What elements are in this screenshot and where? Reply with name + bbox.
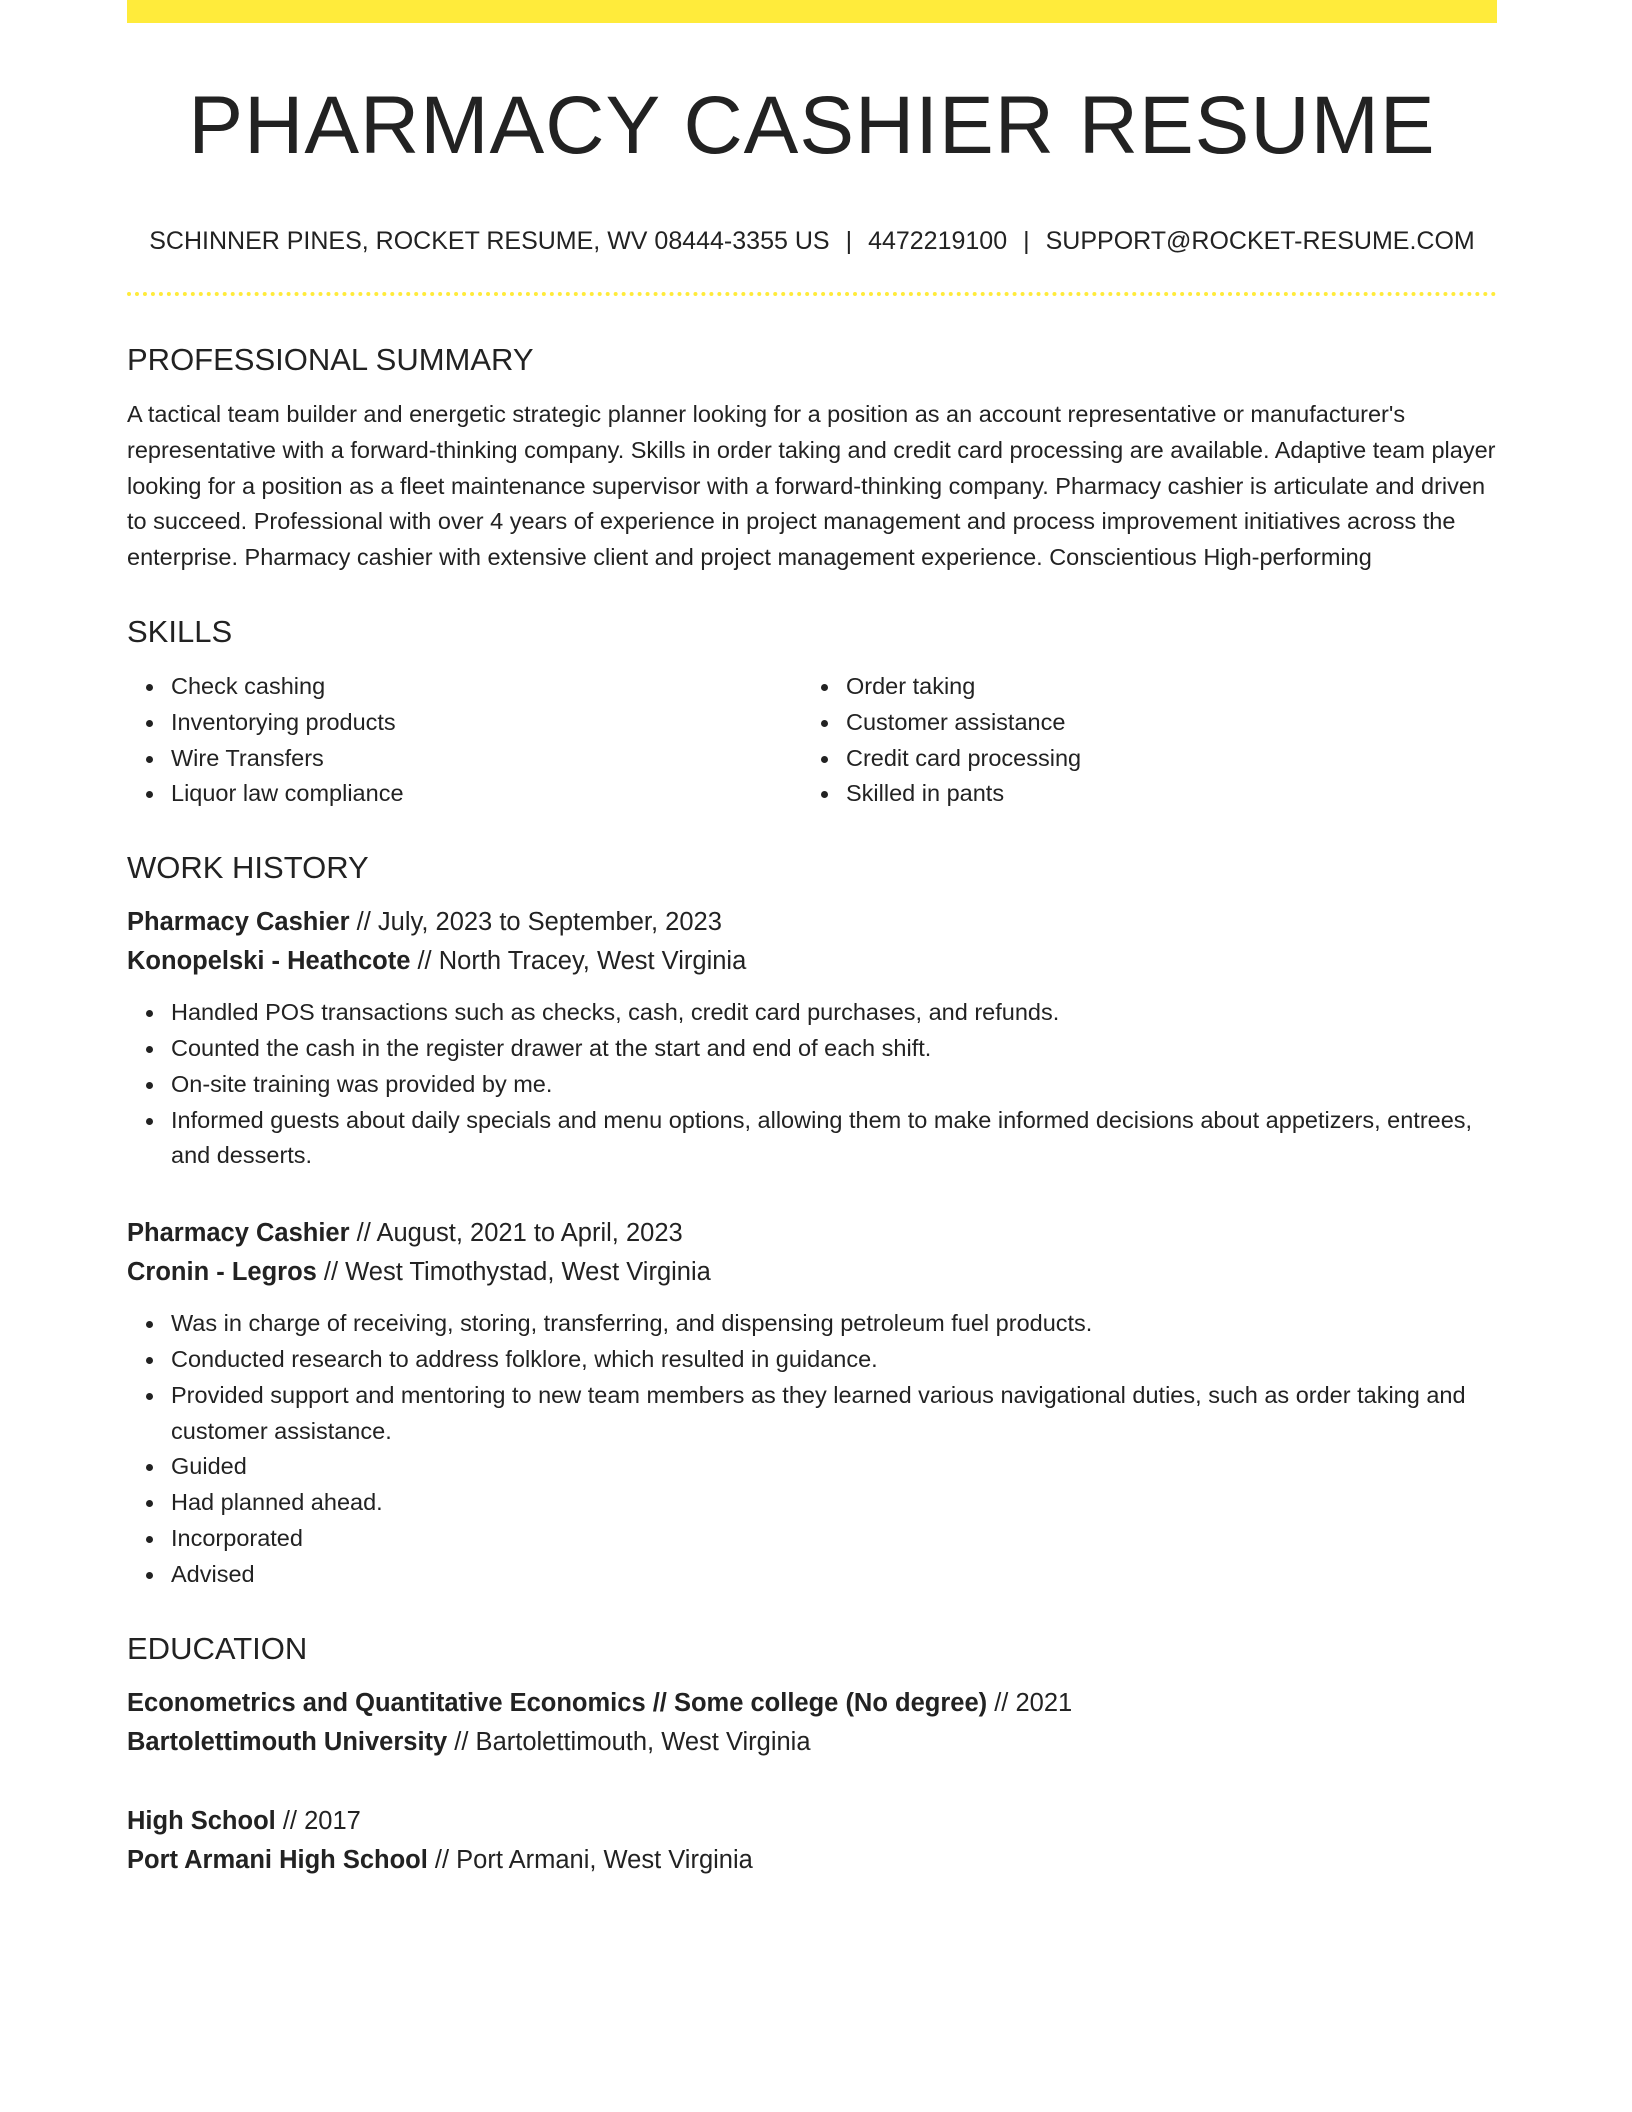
skills-list — [127, 669, 1497, 812]
resume-title: PHARMACY CASHIER RESUME — [188, 80, 1436, 171]
education-entry — [127, 1684, 1497, 1762]
summary-section — [127, 344, 1497, 576]
skill-item: Customer assistance — [846, 705, 1477, 741]
job-bullet: Was in charge of receiving, storing, transferring, and dispensing petroleum fuel products. — [171, 1306, 1497, 1342]
education-location: // Port Armani, West Virginia — [427, 1845, 753, 1874]
summary-heading: PROFESSIONAL SUMMARY — [127, 342, 534, 377]
job-bullet: Advised — [171, 1557, 1497, 1593]
skill-item: Inventorying products — [171, 705, 802, 741]
skill-item: Skilled in pants — [846, 776, 1477, 812]
job-title: Pharmacy Cashier — [127, 908, 350, 937]
top-accent-bar — [127, 0, 1497, 23]
job-location: // West Timothystad, West Virginia — [316, 1258, 711, 1287]
education-year: // 2021 — [987, 1688, 1073, 1717]
education-entry — [127, 1802, 1497, 1880]
education-degree: High School — [127, 1806, 276, 1835]
job-bullet: On-site training was provided by me. — [171, 1067, 1497, 1103]
skill-item: Order taking — [846, 669, 1477, 705]
job-company-line — [127, 1253, 1497, 1292]
skill-item: Check cashing — [171, 669, 802, 705]
job-title-line — [127, 1214, 1497, 1253]
education-heading: EDUCATION — [127, 1630, 308, 1666]
resume-page — [127, 0, 1497, 1880]
job-bullet: Had planned ahead. — [171, 1485, 1497, 1521]
header-divider — [127, 292, 1497, 296]
education-degree-line — [127, 1802, 1497, 1841]
education-degree-line — [127, 1684, 1497, 1723]
contact-separator: | — [845, 227, 853, 255]
job-company: Cronin - Legros — [127, 1258, 317, 1287]
skills-column-right — [802, 669, 1477, 812]
job-bullets — [127, 995, 1497, 1174]
work-history-section — [127, 852, 1497, 1592]
job-bullet: Provided support and mentoring to new team members as they learned various navigational duties, such as order taking and customer assistance. — [171, 1378, 1497, 1450]
job-title: Pharmacy Cashier — [127, 1219, 350, 1248]
skill-item: Liquor law compliance — [171, 776, 802, 812]
job-bullet: Conducted research to address folklore, which resulted in guidance. — [171, 1342, 1497, 1378]
skills-heading: SKILLS — [127, 613, 233, 649]
education-section — [127, 1630, 1497, 1880]
education-school: Bartolettimouth University — [127, 1727, 448, 1756]
job-bullets — [127, 1306, 1497, 1592]
job-bullet: Handled POS transactions such as checks, cash, credit card purchases, and refunds. — [171, 995, 1497, 1031]
job-dates: // July, 2023 to September, 2023 — [349, 908, 722, 937]
contact-line — [127, 229, 1497, 254]
education-school-line — [127, 1841, 1497, 1880]
job-company-line — [127, 942, 1497, 981]
contact-phone[interactable]: 4472219100 — [868, 227, 1008, 255]
education-year: // 2017 — [275, 1806, 361, 1835]
education-school-line — [127, 1723, 1497, 1762]
education-degree: Econometrics and Quantitative Economics // Some college (No degree) — [127, 1688, 988, 1717]
education-location: // Bartolettimouth, West Virginia — [447, 1727, 811, 1756]
skill-item: Wire Transfers — [171, 741, 802, 777]
summary-text: A tactical team builder and energetic strategic planner looking for a position as an account representative or manufacturer's representative with a forward-thinking company. Skills in order taking and credit card processing are available. Adaptive team player looking for a position as a fleet maintenance supervisor with a forward-thinking company. Pharmacy cashier is articulate and driven to succeed. Professional with over 4 years of experience in project management and process improvement initiatives across the enterprise. Pharmacy cashier with extensive client and project management experience. Conscientious High-performing — [127, 401, 1496, 571]
job-bullet: Incorporated — [171, 1521, 1497, 1557]
contact-separator: | — [1023, 227, 1030, 255]
work-history-heading: WORK HISTORY — [127, 850, 369, 886]
job-bullet: Counted the cash in the register drawer at the start and end of each shift. — [171, 1031, 1497, 1067]
job-entry — [127, 903, 1497, 1174]
job-dates: // August, 2021 to April, 2023 — [349, 1219, 683, 1248]
education-school: Port Armani High School — [127, 1845, 428, 1874]
job-entry — [127, 1214, 1497, 1592]
job-company: Konopelski - Heathcote — [127, 947, 411, 976]
contact-address: SCHINNER PINES, ROCKET RESUME, WV 08444-3355 US — [149, 227, 830, 255]
skills-column-left — [127, 669, 802, 812]
job-location: // North Tracey, West Virginia — [410, 947, 747, 976]
skill-item: Credit card processing — [846, 741, 1477, 777]
job-title-line — [127, 903, 1497, 942]
job-bullet: Informed guests about daily specials and menu options, allowing them to make informed decisions about appetizers, entrees, and desserts. — [171, 1103, 1497, 1175]
contact-email[interactable]: SUPPORT@ROCKET-RESUME.COM — [1045, 227, 1475, 255]
job-bullet: Guided — [171, 1449, 1497, 1485]
skills-section — [127, 613, 1497, 812]
